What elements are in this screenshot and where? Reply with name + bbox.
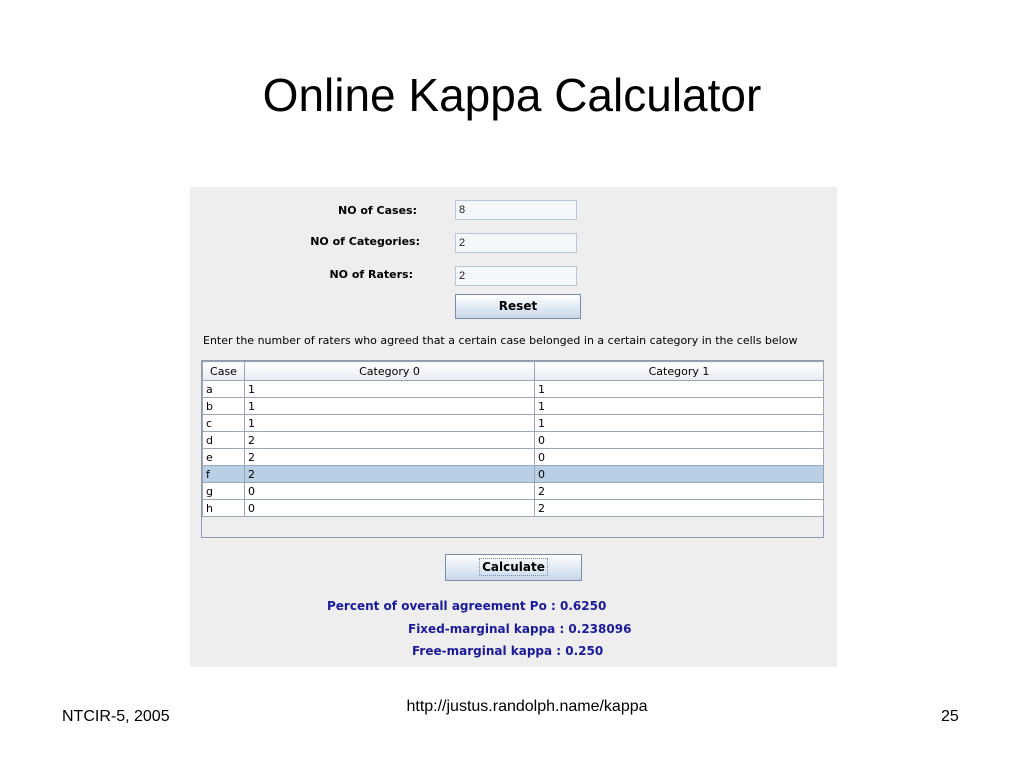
- category-1-cell[interactable]: 1: [535, 398, 824, 415]
- category-0-cell[interactable]: 1: [245, 398, 535, 415]
- agreement-table: [201, 360, 824, 538]
- raters-input[interactable]: [455, 266, 577, 286]
- calculate-label: Calculate: [479, 558, 548, 576]
- case-cell[interactable]: b: [203, 398, 245, 415]
- case-cell[interactable]: e: [203, 449, 245, 466]
- case-cell[interactable]: c: [203, 415, 245, 432]
- header-category-1[interactable]: Category 1: [535, 362, 824, 381]
- result-po: Percent of overall agreement Po : 0.6250: [327, 599, 607, 613]
- categories-input[interactable]: [455, 233, 577, 253]
- footer-left: NTCIR-5, 2005: [62, 708, 170, 725]
- category-0-cell[interactable]: 0: [245, 483, 535, 500]
- table-row[interactable]: [203, 500, 824, 517]
- footer-url[interactable]: http://justus.randolph.name/kappa: [406, 698, 648, 715]
- category-1-cell[interactable]: 0: [535, 466, 824, 483]
- category-1-cell[interactable]: 0: [535, 449, 824, 466]
- category-0-cell[interactable]: 1: [245, 381, 535, 398]
- table-row[interactable]: [203, 466, 824, 483]
- table-row[interactable]: [203, 381, 824, 398]
- category-0-cell[interactable]: 2: [245, 432, 535, 449]
- case-cell[interactable]: a: [203, 381, 245, 398]
- table-row[interactable]: [203, 449, 824, 466]
- result-free-kappa: Free-marginal kappa : 0.250: [412, 644, 604, 658]
- category-1-cell[interactable]: 0: [535, 432, 824, 449]
- category-0-cell[interactable]: 2: [245, 466, 535, 483]
- case-cell[interactable]: f: [203, 466, 245, 483]
- table-row[interactable]: [203, 432, 824, 449]
- slide-number: 25: [941, 708, 959, 725]
- case-cell[interactable]: g: [203, 483, 245, 500]
- calculate-button[interactable]: [445, 554, 582, 581]
- header-category-0[interactable]: Category 0: [245, 362, 535, 381]
- result-fixed-kappa: Fixed-marginal kappa : 0.238096: [408, 622, 632, 636]
- category-0-cell[interactable]: 0: [245, 500, 535, 517]
- case-cell[interactable]: h: [203, 500, 245, 517]
- table-row[interactable]: [203, 415, 824, 432]
- cases-label: NO of Cases:: [337, 204, 417, 217]
- category-0-cell[interactable]: 1: [245, 415, 535, 432]
- category-1-cell[interactable]: 1: [535, 415, 824, 432]
- reset-button[interactable]: Reset: [455, 294, 581, 319]
- table-row[interactable]: [203, 483, 824, 500]
- header-case[interactable]: Case: [203, 362, 245, 381]
- category-1-cell[interactable]: 1: [535, 381, 824, 398]
- kappa-applet: [190, 187, 837, 667]
- cases-input[interactable]: [455, 200, 577, 220]
- case-cell[interactable]: d: [203, 432, 245, 449]
- category-1-cell[interactable]: 2: [535, 483, 824, 500]
- instruction-text: Enter the number of raters who agreed that a certain case belonged in a certain category in the cells below: [203, 334, 798, 347]
- table-row[interactable]: [203, 398, 824, 415]
- category-0-cell[interactable]: 2: [245, 449, 535, 466]
- category-1-cell[interactable]: 2: [535, 500, 824, 517]
- slide-title: Online Kappa Calculator: [262, 69, 762, 121]
- raters-label: NO of Raters:: [329, 268, 413, 281]
- categories-label: NO of Categories:: [310, 235, 420, 248]
